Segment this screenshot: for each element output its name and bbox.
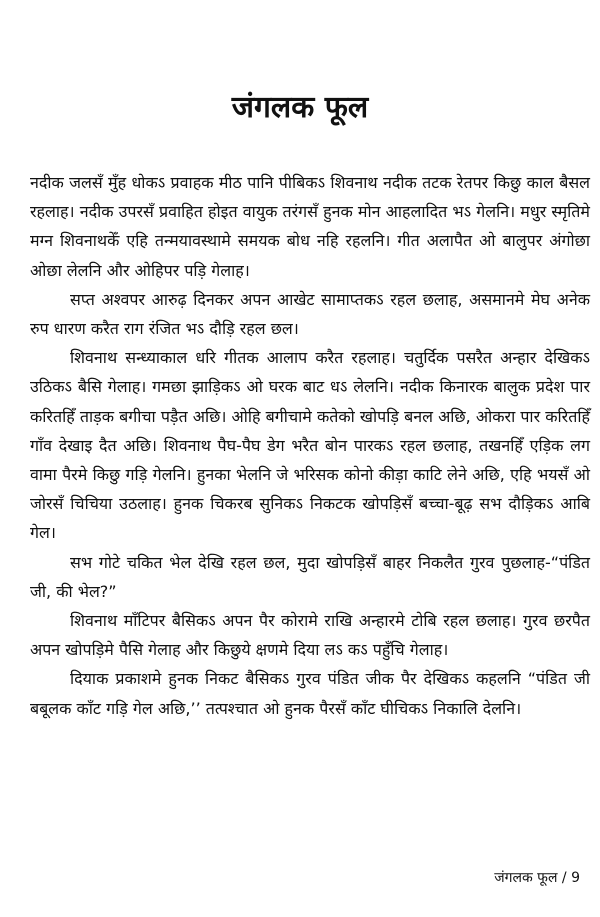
paragraph: शिवनाथ सन्ध्याकाल धरि गीतक आलाप करैत रहलाह। चतुर्दिक पसरैत अन्हार देखिकऽ उठिकऽ बैसि गेलाह। गमछा झाड़िकऽ ओ घरक बाट धऽ लेलनि। नदीक किनारक बालुक प्रदेश पार करितहिँ ताड़क बगीचा पड़ैत अछि। ओहि बगीचामे कतेको खोपड़ि बनल अछि, ओकरा पार करितहिँ गाँव देखाइ दैत अछि। शिवनाथ पैघ-पैघ डेग भरैत बोन पारकऽ रहल छलाह, तखनहिँ एड़िक लग वामा पैरमे किछु गड़ि गेलनि। हुनका भेलनि जे भरिसक कोनो कीड़ा काटि लेने अछि, एहि भयसँ ओ जोरसँ चिचिया उठलाह। हुनक चिकरब सुनिकऽ निकटक खोपड़िसँ बच्चा-बूढ़ सभ दौड़िकऽ आबि गेल। <box>30 348 590 543</box>
paragraph: सप्त अश्वपर आरुढ़ दिनकर अपन आखेट सामाप्तकऽ रहल छलाह, असमानमे मेघ अनेक रुप धारण करैत राग रंजित भऽ दौड़ि रहल छल। <box>30 289 590 339</box>
chapter-body <box>30 168 590 723</box>
paragraph: शिवनाथ माँटिपर बैसिकऽ अपन पैर कोरामे राखि अन्हारमे टोबि रहल छलाह। गुरव छरपैत अपन खोपड़िमे पैसि गेलाह और किछुये क्षणमे दिया लऽ कऽ पहुँचि गेलाह। <box>30 611 590 660</box>
paragraph: नदीक जलसँ मुँह धोकऽ प्रवाहक मीठ पानि पीबिकऽ शिवनाथ नदीक तटक रेतपर किछु काल बैसल रहलाह। नदीक उपरसँ प्रवाहित होइत वायुक तरंगसँ हुनक मोन आहलादित भऽ गेलनि। मधुर स्मृतिमे मग्न शिवनाथकेँ एहि तन्मयावस्थामे समयक बोध नहि रहलनि। गीत अलापैत ओ बालुपर अंगोछा ओछा लेलनि और ओहिपर पड़ि गेलाह। <box>30 173 590 280</box>
paragraph: दियाक प्रकाशमे हुनक निकट बैसिकऽ गुरव पंडित जीक पैर देखिकऽ कहलनि “पंडित जी बबूलक काँट गड़ि गेल अछि,’’ तत्पश्चात ओ हुनक पैरसँ काँट घीचिकऽ निकालि देलनि। <box>30 669 590 718</box>
page-footer: जंगलक फूल / 9 <box>494 870 580 886</box>
paragraph: सभ गोटे चकित भेल देखि रहल छल, मुदा खोपड़िसँ बाहर निकलैत गुरव पुछलाह-“पंडित जी, की भेल?” <box>30 552 590 601</box>
chapter-title: जंगलक फूल <box>231 90 369 125</box>
